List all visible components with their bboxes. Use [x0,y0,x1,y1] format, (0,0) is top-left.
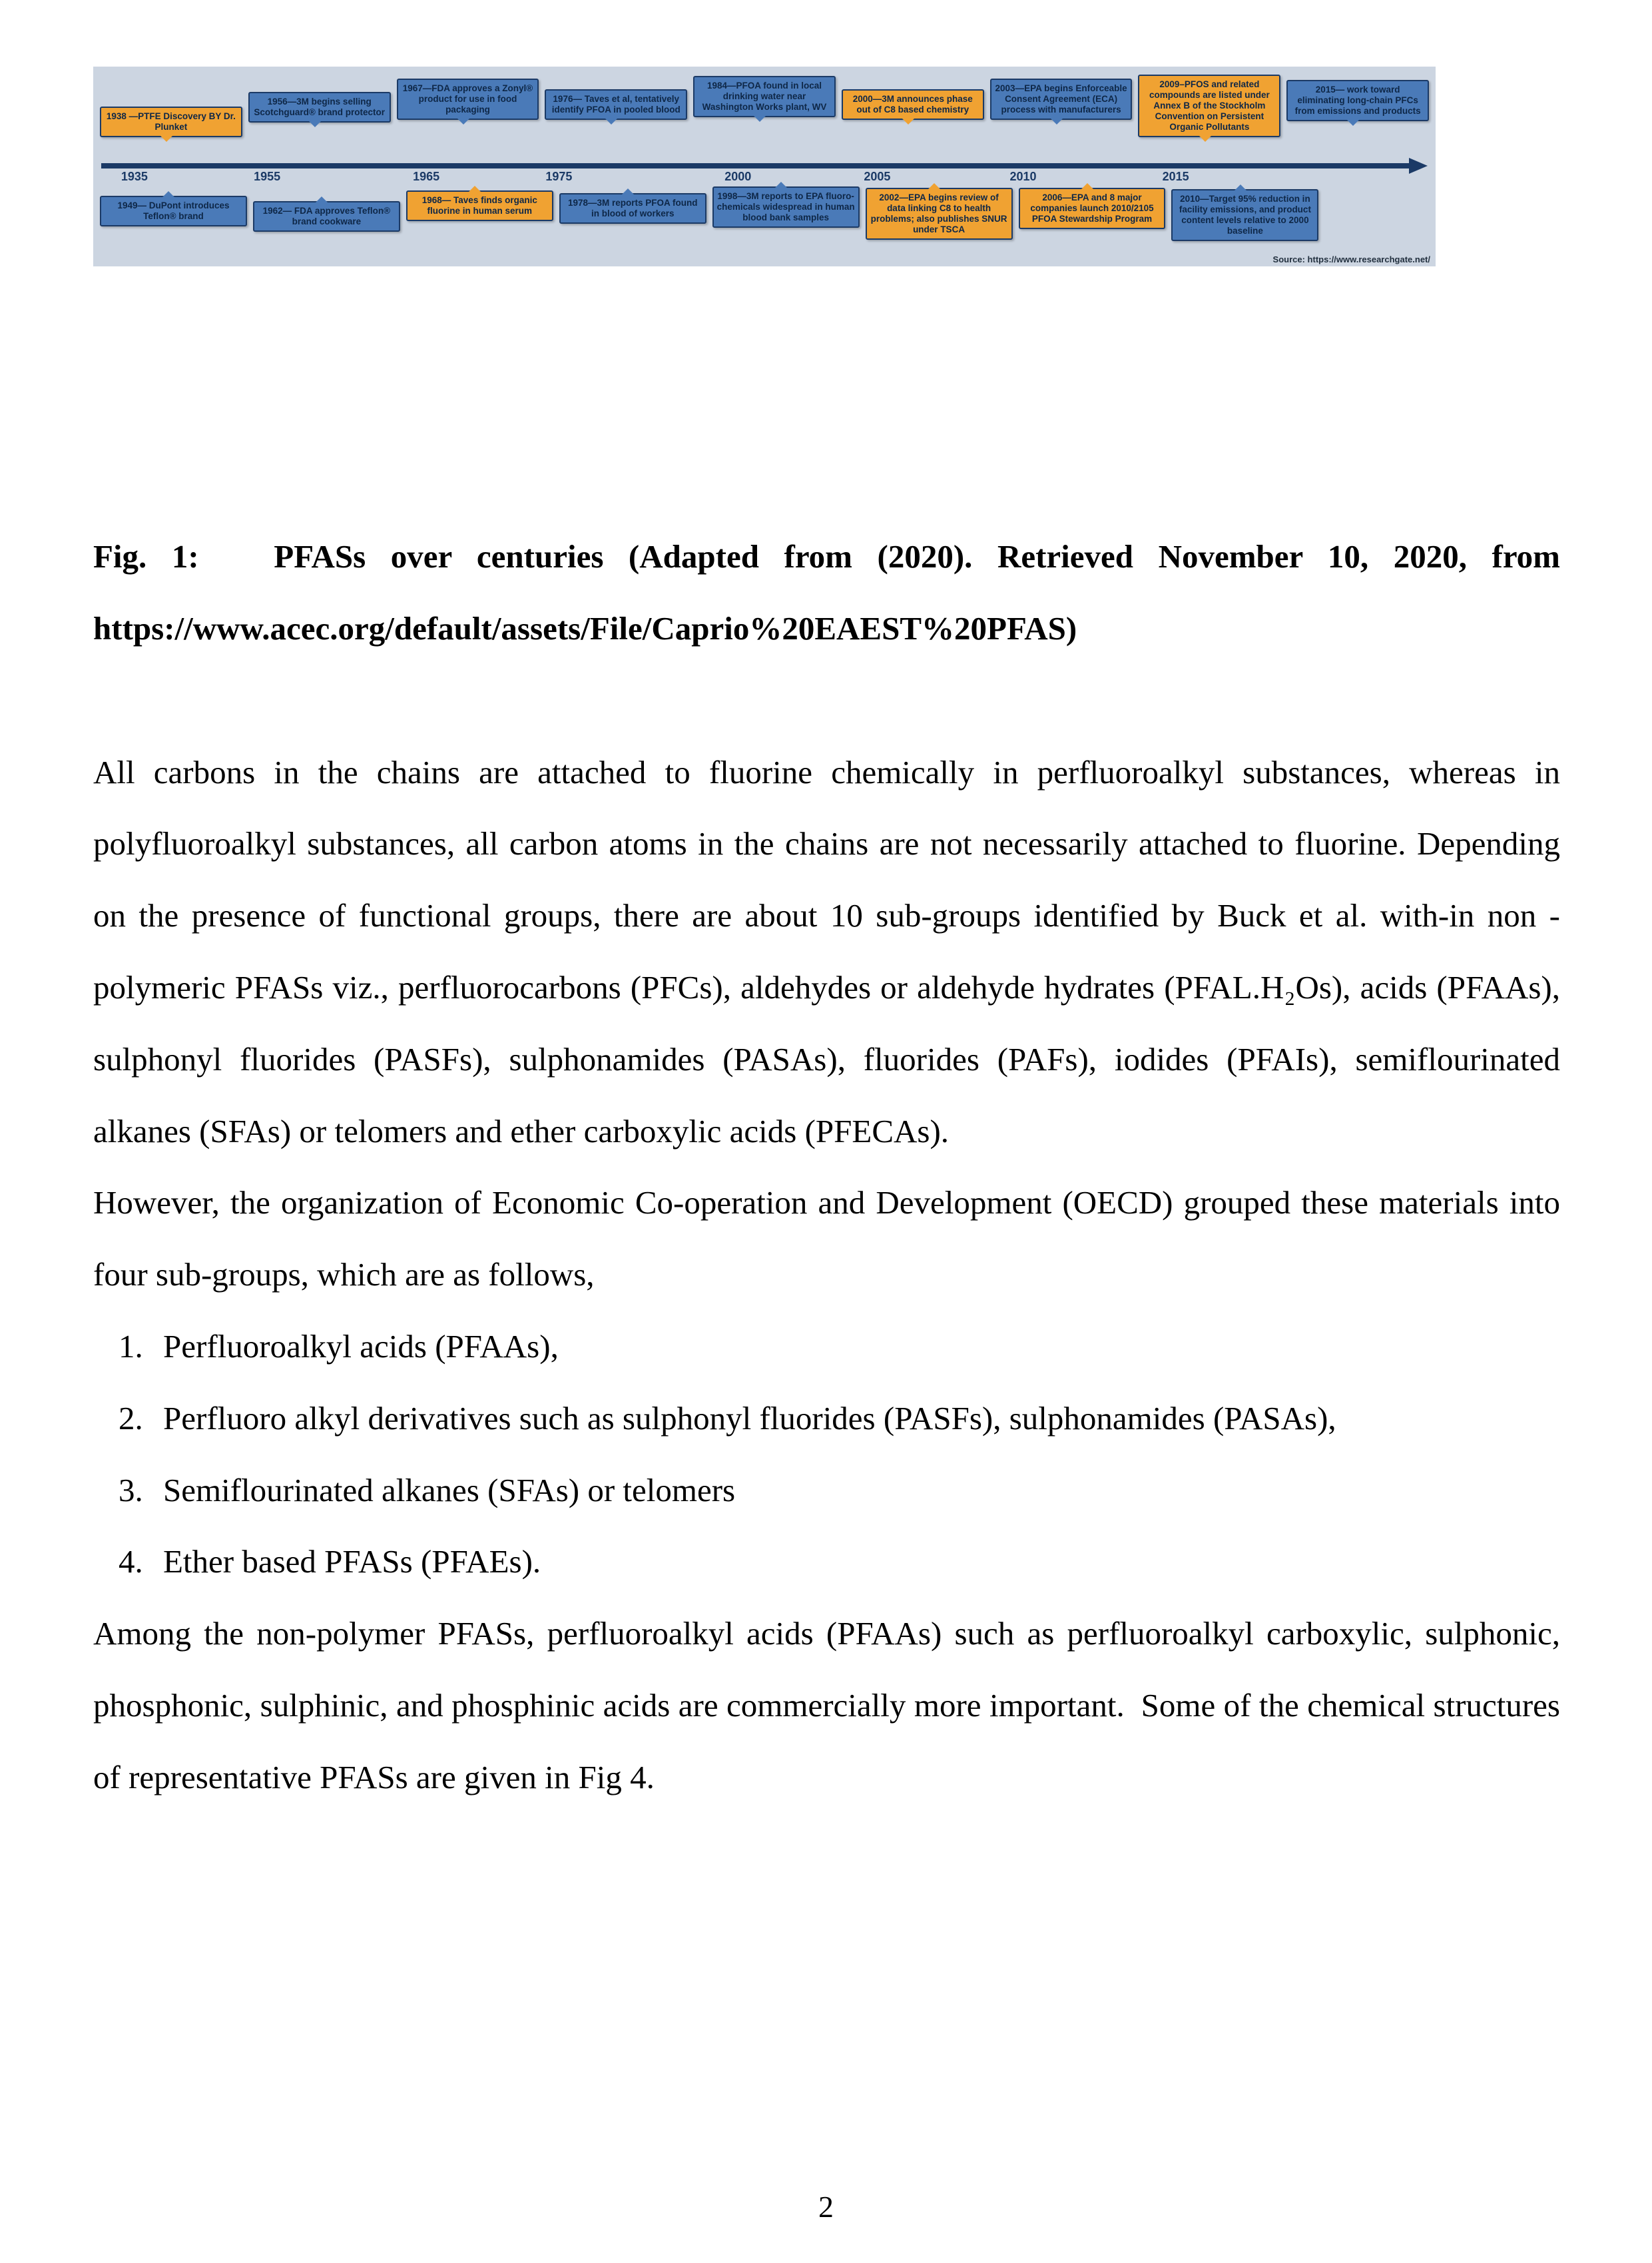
list-item-3 [93,1455,1560,1526]
body-text [93,737,1560,1813]
list-item-2-number: 2. [119,1399,143,1437]
timeline-bottom-row [97,186,1432,241]
timeline-event-2015-work: 2015— work toward eliminating long-chain PFCs from emissions and products [1286,80,1429,121]
timeline-year-2005: 2005 [864,170,891,183]
timeline-event-2000-3m: 2000—3M announces phase out of C8 based chemistry [842,89,984,120]
pfas-timeline-figure [93,67,1436,266]
timeline-axis [101,160,1428,185]
paragraph-2: However, the organization of Economic Co-operation and Development (OECD) grouped these materials into four sub-groups, which are as follows, [93,1184,1560,1293]
timeline-event-2002-epa: 2002—EPA begins review of data linking C8 to health problems; also publishes SNUR under TSCA [866,188,1013,240]
timeline-year-2015: 2015 [1162,170,1189,183]
timeline-year-1965: 1965 [413,170,440,183]
timeline-event-1949-dupont: 1949— DuPont introduces Teflon® brand [100,196,247,226]
timeline-event-1976-taves: 1976— Taves et al, tentatively identify PFOA in pooled blood [545,89,687,120]
oecd-subgroup-list [93,1311,1560,1598]
timeline-year-2010: 2010 [1009,170,1037,183]
timeline-event-1938-ptfe: 1938 —PTFE Discovery BY Dr. Plunket [100,107,242,137]
timeline-event-2010-target: 2010—Target 95% reduction in facility emissions, and product content levels relative to 2000 baseline [1171,189,1318,241]
paragraph-1: All carbons in the chains are attached to fluorine chemically in perfluoroalkyl substances, whereas in polyfluoroalkyl substances, all carbon atoms in the chains are not necessarily attached to fluorine. Depending on the presence of functional groups, there are about 10 sub-groups identified by Buck et al. with-in non -polymeric PFASs viz., perfluorocarbons (PFCs), aldehydes or aldehyde hydrates (PFAL.H₂Os), acids (PFAAs), sulphonyl fluorides (PASFs), sulphonamides (PASAs), fluorides (PAFs), iodides (PFAIs), semiflourinated alkanes (SFAs) or telomers and ether carboxylic acids (PFECAs). [93,753,1560,1149]
timeline-event-2009-pfos: 2009–PFOS and related compounds are listed under Annex B of the Stockholm Convention on Persistent Organic Pollutants [1138,75,1280,137]
list-item-4 [93,1526,1560,1598]
list-item-1-text: Perfluoroalkyl acids (PFAAs), [163,1327,559,1365]
timeline-top-row [97,72,1432,160]
timeline-arrowhead-icon [1409,158,1428,174]
timeline-event-1998-3m: 1998—3M reports to EPA fluoro-chemicals widespread in human blood bank samples [712,186,860,228]
figure-source-credit: Source: https://www.researchgate.net/ [1272,254,1430,264]
list-item-4-number: 4. [119,1543,143,1580]
timeline-year-1955: 1955 [254,170,281,183]
timeline-year-2000: 2000 [724,170,752,183]
list-item-2 [93,1383,1560,1455]
list-item-2-text: Perfluoro alkyl derivatives such as sulphonyl fluorides (PASFs), sulphonamides (PASAs), [163,1399,1336,1437]
timeline-year-1975: 1975 [545,170,573,183]
list-item-3-number: 3. [119,1471,143,1508]
paragraph-3: Among the non-polymer PFASs, perfluoroalkyl acids (PFAAs) such as perfluoroalkyl carboxylic, sulphonic, phosphonic, sulphinic, and phosphinic acids are commercially more important. Some of the chemical structures of representative PFASs are given in Fig 4. [93,1615,1560,1795]
timeline-event-1968-taves: 1968— Taves finds organic fluorine in human serum [406,190,553,221]
timeline-event-1978-3m: 1978—3M reports PFOA found in blood of workers [559,193,706,224]
timeline-event-1967-fda: 1967—FDA approves a Zonyl® product for use in food packaging [397,79,539,120]
figure-caption: Fig. 1: PFASs over centuries (Adapted from (2020). Retrieved November 10, 2020, from https://www.acec.org/default/assets/File/Caprio%20EAEST%20PFAS) [93,538,1560,647]
list-item-3-text: Semiflourinated alkanes (SFAs) or telomers [163,1471,736,1508]
timeline-event-2006-epa: 2006—EPA and 8 major companies launch 2010/2105 PFOA Stewardship Program [1019,188,1166,229]
page-number: 2 [818,2190,834,2224]
list-item-1-number: 1. [119,1327,143,1365]
list-item-1 [93,1311,1560,1383]
timeline-line [101,163,1409,168]
timeline-event-2003-epa: 2003—EPA begins Enforceable Consent Agreement (ECA) process with manufacturers [990,79,1133,120]
timeline-event-1956-3m: 1956—3M begins selling Scotchguard® brand protector [248,92,391,123]
timeline-year-1935: 1935 [121,170,148,183]
list-item-4-text: Ether based PFASs (PFAEs). [163,1543,541,1580]
timeline-event-1962-fda: 1962— FDA approves Teflon® brand cookware [253,201,400,232]
timeline-event-1984-pfoa: 1984—PFOA found in local drinking water near Washington Works plant, WV [693,76,836,117]
